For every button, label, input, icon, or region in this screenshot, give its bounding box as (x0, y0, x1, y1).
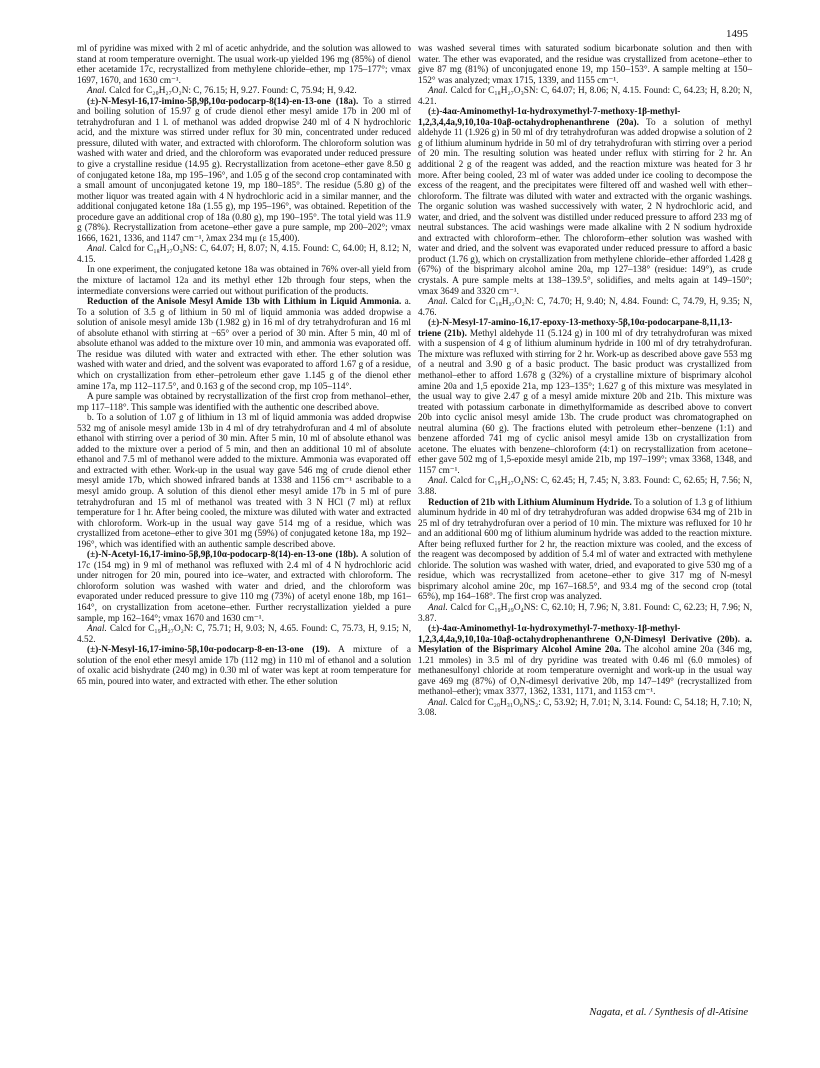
procedure-text: a. To a solution of 3.5 g of lithium in 50 ml of liquid ammonia was added dropwise a solution of anisole mesyl amide 13b (1.982 g) in 16 ml of dry tetrahydrofuran and 16 ml of absolute ethanol with stirring at −65° over a period of 30 min. After 5 min, 40 ml of absolute ethanol was added to the mixture over 10 min, and ammonia was evaporated off. The residue was diluted with water and extracted with ether. The ether solution was washed with water and dried, and the solvent was evaporated to afford 1.67 g of a residue, which on crystallization from ether–petroleum ether gave 1.145 g of the dienol ether amine 17a, mp 112–117.5°, and 0.163 g of the second crop, mp 105–114°. (77, 297, 412, 392)
procedure-heading: Reduction of the Anisole Mesyl Amide 13b with Lithium in Liquid Ammonia. (87, 297, 402, 308)
paragraph (77, 265, 411, 297)
analysis-text: Calcd for C₁₉H₂₇O₂N: C, 75.71; H, 9.03; N, 4.65. Found: C, 75.73, H, 9.15; N, 4.52. (77, 624, 412, 645)
analysis-text: Calcd for C₂₀H₃₁O₆NS₂: C, 53.92; H, 7.01; N, 3.14. Found: C, 54.18; H, 7.10; N, 3.08. (418, 697, 752, 719)
procedure-paragraph (418, 107, 752, 297)
procedure-heading: (±)-N-Mesyl-17-amino-16,17-epoxy-13-methoxy-5β,10α-podocarpane-8,11,13-triene (21b). (418, 318, 733, 339)
procedure-heading: (±)-N-Acetyl-16,17-imino-5β,9β,10α-podocarp-8(14)-en-13-one (18b). (87, 550, 359, 561)
procedure-heading: Reduction of 21b with Lithium Aluminum Hydride. (428, 497, 632, 508)
procedure-heading: (±)-N-Mesyl-16,17-imino-5β,10α-podocarp-8-en-13-one (19). (87, 645, 330, 656)
paragraph (77, 392, 411, 413)
procedure-paragraph (77, 297, 411, 392)
paragraph-text: b. To a solution of 1.07 g of lithium in 13 ml of liquid ammonia was added dropwise 532 mg of anisole mesyl amide 13b in 4 ml of dry tetrahydrofuran and 4 ml of absolute ethanol with stirring over a period of 30 min. After 5 min, 10 ml of absolute ethanol was added to the mixture over a period of 5 min, and then an additional 10 ml of absolute ethanol and 7.5 ml of methanol were added to the mixture. Ammonia was evaporated off and extracted with ether. Work-up in the usual way gave 546 mg of crude dienol ether mesyl amide 17b, which showed infrared bands at 1338 and 1156 cm⁻¹ ascribable to a mesyl amido group. A solution of this dienol ether mesyl amide 17b in 5 ml of pure tetrahydrofuran and 15 ml of methanol was treated with 3 N HCl (7 ml) at reflux temperature for 1 hr. After being cooled, the mixture was diluted with water and extracted with chloroform. Work-up in the usual way gave 514 mg of a residue, which was crystallized from acetone–ether to give 301 mg (59%) of conjugated ketone 18a, mp 192–196°, which was identified with an authentic sample described above. (77, 413, 411, 550)
analysis-line (418, 698, 752, 719)
procedure-paragraph (77, 645, 411, 687)
analysis-line (77, 624, 411, 645)
running-footer: Nagata, et al. / Synthesis of dl-Atisine (589, 1007, 748, 1018)
analysis-line (418, 86, 752, 107)
paragraph-text: ml of pyridine was mixed with 2 ml of acetic anhydride, and the solution was allowed to stand at room temperature overnight. The usual work-up yielded 196 mg (85%) of dienol ether acetamide 17c, recrystallized from methylene chloride–ether, mp 175–177°; νmax 1697, 1670, and 1630 cm⁻¹. (77, 44, 411, 86)
paragraph-text: In one experiment, the conjugated ketone 18a was obtained in 76% over-all yield from the mixture of lactamol 12a and its methyl ether 12b through four steps, when the intermediate conversions were carried out without purification of the products. (77, 265, 411, 297)
procedure-text: To a stirred and boiling solution of 15.97 g of crude dienol ether mesyl amide 17b in 200 ml of tetrahydrofuran and 1 l. of methanol was added dropwise 240 ml of 4 N hydrochloric acid, and the mixture was stirred under reflux for 30 min, concentrated under reduced pressure, diluted with water, and extracted with chloroform. The chloroform solution was washed with water and dried, and the chloroform was evaporated under reduced pressure to give a crystalline residue (14.95 g). Recrystallization from acetone–ether gave 8.50 g of conjugated ketone 18a, mp 195–196°, and 1.05 g of the second crop contaminated with a small amount of unconjugated ketone 19, mp 180–185°. The residue (5.80 g) of the mother liquor was treated again with 4 N hydrochloric acid in a similar manner, and the additional conjugated ketone 18a (1.55 g), mp 195–196°, was obtained. Repetition of the procedure gave an additional crop of 18a (0.80 g), mp 190–195°. The total yield was 11.9 g (78%). Recrystallization from acetone–ether gave a pure sample, mp 200–202°; νmax 1666, 1621, 1336, and 1147 cm⁻¹, λmax 234 mμ (ε 15,400). (77, 96, 411, 244)
procedure-text: To a solution of 1.3 g of lithium aluminum hydride in 40 ml of dry tetrahydrofuran was added dropwise 634 mg of 21b in 25 ml of dry tetrahydrofuran over a period of 10 min. The mixture was refluxed for 10 hr and an additional 600 mg of lithium aluminum hydride was added to the reaction mixture. After being refluxed further for 2 hr, the reaction mixture was cooled, and the excess of the reagent was decomposed by addition of 5.4 ml of water and extracted with methylene chloride. The solution was washed with water, dried, and evaporated to give 530 mg of a residue, which was recrystallized from acetone–ether to give 317 mg of N-mesyl bisprimary alcohol amine 20c, mp 167–168.5°, and 93.4 mg of the second crop (total 65%), mp 164–168°. The first crop was analyzed. (418, 497, 753, 603)
analysis-text: Calcd for C₁₈H₂₇O₂N: C, 74.70; H, 9.40; N, 4.84. Found: C, 74.79, H, 9.35; N, 4.76. (418, 297, 753, 318)
procedure-paragraph (77, 550, 411, 624)
procedure-heading: (±)-4aα-Aminomethyl-1α-hydroxymethyl-7-methoxy-1β-methyl-1,2,3,4,4a,9,10,10a-10aβ-octahydrophenanthrene O,N-Dimesyl Derivative (20b). a. Mesylation of the Bisprimary Alcohol Amine 20a. (418, 624, 752, 656)
analysis-text: Calcd for C₁₉H₂₉O₄NS: C, 62.10; H, 7.96; N, 3.81. Found: C, 62.23; H, 7.96; N, 3.87. (418, 602, 753, 624)
procedure-heading: (±)-N-Mesyl-16,17-imino-5β,9β,10α-podocarp-8(14)-en-13-one (18a). (87, 96, 359, 107)
analysis-text: Calcd for C₁₉H₂₇O₄NS: C, 62.45; H, 7.45; N, 3.83. Found: C, 62.65; H, 7.56; N, 3.88. (418, 476, 753, 497)
analysis-label: Anal. (87, 244, 107, 255)
analysis-line (418, 297, 752, 318)
page-number: 1495 (726, 28, 748, 40)
paragraph-text: was washed several times with saturated sodium bicarbonate solution and then with water. The ether was evaporated, and the residue was crystallized from acetone–ether to give 87 mg (81%) of unconjugated enone 19, mp 150–153°. A sample melting at 150–152° was analyzed; νmax 1715, 1339, and 1155 cm⁻¹. (418, 44, 752, 86)
analysis-label: Anal. (428, 476, 448, 487)
paragraph (77, 413, 411, 550)
analysis-label: Anal. (428, 297, 448, 308)
procedure-text: The alcohol amine 20a (346 mg, 1.21 mmoles) in 3.5 ml of dry pyridine was treated with 0.46 ml (6.0 mmoles) of methanesulfonyl chloride at room temperature overnight and work-up in the usual way gave 469 mg (87%) of O,N-dimesyl derivative 20b, mp 147–149° (recrystallized from methanol–ether); νmax 3377, 1362, 1331, 1171, and 1153 cm⁻¹. (418, 645, 752, 698)
analysis-line (77, 244, 411, 265)
procedure-paragraph (418, 624, 752, 698)
paragraph (77, 44, 411, 86)
procedure-paragraph (77, 97, 411, 245)
analysis-text: Calcd for C₂₀H₂₇O₂N: C, 76.15; H, 9.27. Found: C, 75.94; H, 9.42. (109, 86, 357, 97)
procedure-heading: (±)-4aα-Aminomethyl-1α-hydroxymethyl-7-methoxy-1β-methyl-1,2,3,4,4a,9,10,10a-10aβ-octahydrophenanthrene (20a). (418, 107, 681, 128)
analysis-label: Anal. (428, 86, 448, 97)
analysis-label: Anal. (428, 697, 448, 708)
analysis-label: Anal. (87, 86, 107, 97)
paragraph (418, 44, 752, 86)
analysis-text: Calcd for C₁₈H₂₇O₃SN: C, 64.07; H, 8.06; N, 4.15. Found: C, 64.23; H, 8.20; N, 4.21. (418, 86, 753, 107)
procedure-text: A solution of 17c (154 mg) in 9 ml of methanol was refluxed with 2.4 ml of 4 N hydrochloric acid under nitrogen for 20 min, poured into ice–water, and extracted with chloroform. The chloroform solution was washed with water and dried, and the chloroform was evaporated under reduced pressure to give 110 mg (73%) of acetyl enone 18b, mp 161–164°, on crystallization from acetone–ether. Further recrystallization yielded a pure sample, mp 162–164°; νmax 1670 and 1630 cm⁻¹. (77, 550, 411, 624)
left-column (77, 44, 411, 687)
paragraph-text: A pure sample was obtained by recrystallization of the first crop from methanol–ether, mp 117–118°. This sample was identified with the authentic one described above. (77, 392, 411, 413)
procedure-text: A mixture of a solution of the enol ether mesyl amide 17b (112 mg) in 110 ml of ethanol and a solution of oxalic acid bishydrate (240 mg) in 0.30 ml of water was kept at room temperature for 65 min, poured into water, and extracted with ether. The ether solution (77, 645, 411, 687)
analysis-line (418, 476, 752, 497)
right-column (418, 44, 752, 719)
procedure-text: To a solution of methyl aldehyde 11 (1.926 g) in 50 ml of dry tetrahydrofuran was added dropwise a solution of 2 g of lithium aluminum hydride in 50 ml of dry tetrahydrofuran with stirring over a period of 20 min. The resulting solution was heated under reflux with stirring for 2 hr. An additional 2 g of the reagent was added, and the reaction mixture was heated for 3 hr more. After being cooled, 23 ml of water was added under ice cooling to decompose the excess of the reagent, and the precipitates were filtered off and washed well with ether–chloroform. The filtrate was diluted with water and extracted with the organic washings. The organic solution was washed successively with water, 2 N hydrochloric acid, and water, and dried, and the solvent was distilled under reduced pressure to afford 233 mg of neutral substances. The acid washings were made alkaline with 2 N sodium hydroxide and extracted with chloroform–ether. The chloroform–ether solution was washed with water and dried, and the solvent was evaporated under reduced pressure to afford a basic product (1.76 g), which on crystallization from methylene chloride–ether afforded 1.428 g (67%) of the bisprimary alcohol amine 20a, mp 127–138° (residue: 149°), as crude crystals. A pure sample melts at 138–139.5°, solidifies, and melts again at 149–150°; νmax 3649 and 3320 cm⁻¹. (418, 117, 752, 297)
analysis-text: Calcd for C₁₈H₂₇O₃NS: C, 64.07; H, 8.07; N, 4.15. Found: C, 64.00; H, 8.12; N, 4.15. (77, 244, 412, 265)
analysis-line (418, 603, 752, 624)
analysis-label: Anal. (428, 602, 448, 613)
procedure-paragraph (418, 498, 752, 603)
procedure-paragraph (418, 318, 752, 476)
analysis-line (77, 86, 411, 97)
procedure-text: Methyl aldehyde 11 (5.124 g) in 100 ml of dry tetrahydrofuran was mixed with a suspension of 4 g of lithium aluminum hydride in 100 ml of dry tetrahydrofuran. The mixture was refluxed with stirring for 2 hr. Work-up as described above gave 553 mg of a neutral and 3.90 g of a basic product. The basic product was crystallized from methanol–ether to afford 1.678 g (32%) of a crystalline mixture of bisprimary alcohol amine 20a and 1,5 epoxide 21a, mp 123–135°; 1.627 g of this mixture was mesylated in the usual way to give 2.47 g of a mesyl amide mixture 20b and 21b. This mixture was treated with potassium carbonate in dimethylformamide as described above to convert 20b into cyclic anisol mesyl amide 13b. The crude product was chromatographed on neutral alumina (60 g). The fractions eluted with petroleum ether–benzene (1:1) and benzene afforded 741 mg of cyclic anisol mesyl amide 13b on crystallization from acetone. The eluates with benzene–chloroform (4:1) on recrystallization from acetone–ether gave 502 mg of 1,5-epoxide mesyl amide 21b, mp 197–199°; νmax 3368, 1348, and 1157 cm⁻¹. (418, 328, 752, 476)
analysis-label: Anal. (87, 624, 107, 635)
